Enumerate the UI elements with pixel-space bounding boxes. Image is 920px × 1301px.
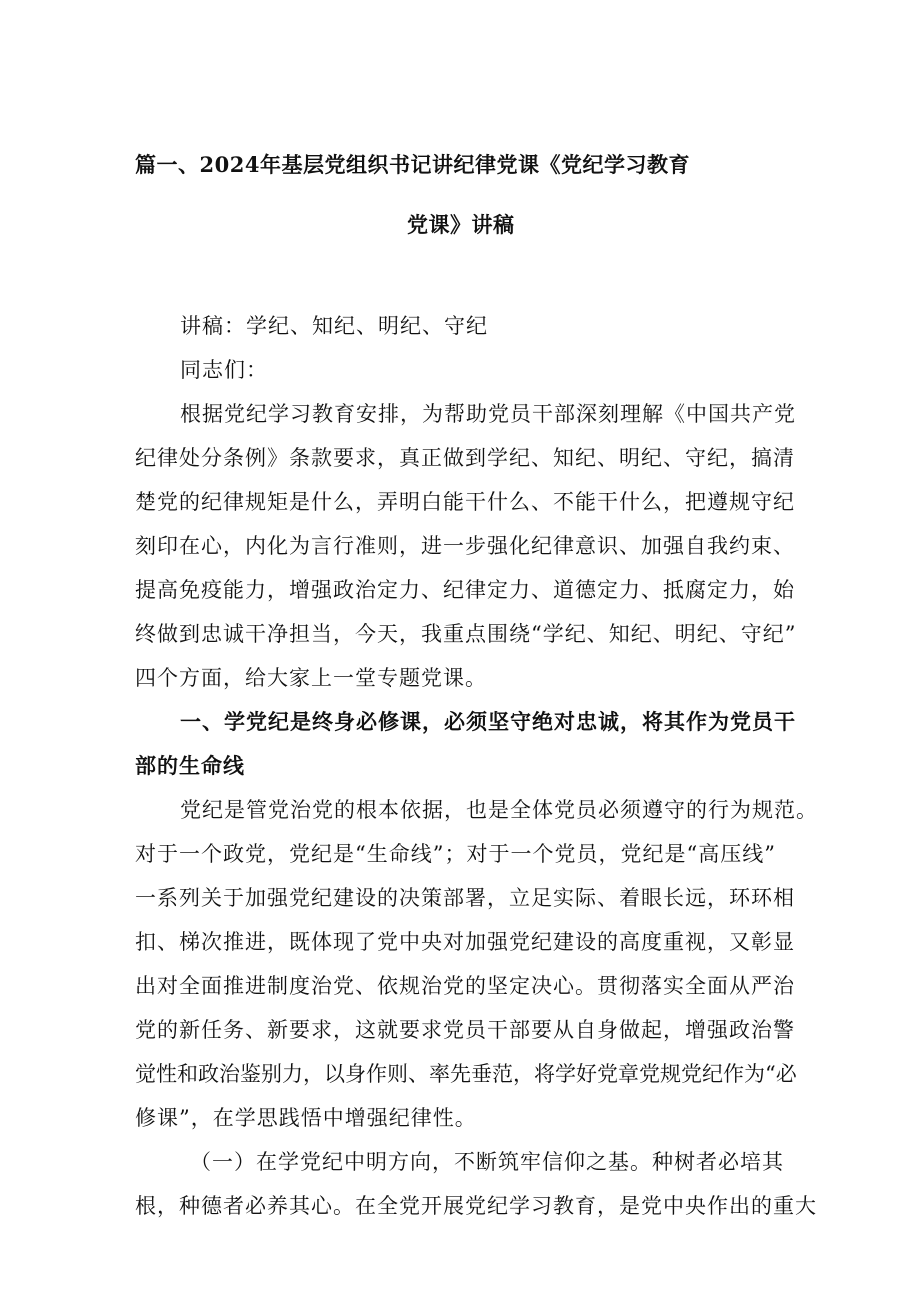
- body-line: 提高免疫能力，增强政治定力、纪律定力、道德定力、抵腐定力，始: [135, 578, 795, 602]
- body-line: 终做到忠诚干净担当，今天，我重点围绕“学纪、知纪、明纪、守纪”: [135, 622, 797, 646]
- body-line: 一系列关于加强党纪建设的决策部署，立足实际、着眼长远，环环相: [135, 886, 795, 910]
- body-line: 纪律处分条例》条款要求，真正做到学纪、知纪、明纪、守纪，搞清: [135, 446, 795, 470]
- body-line: 根据党纪学习教育安排，为帮助党员干部深刻理解《中国共产党: [180, 402, 796, 426]
- title-line-1: 篇一、2024年基层党组织书记讲纪律党课《党纪学习教育: [135, 152, 690, 177]
- section-heading-line-1: 一、学党纪是终身必修课，必须坚守绝对忠诚，将其作为党员干: [180, 709, 796, 734]
- body-line: 楚党的纪律规矩是什么，弄明白能干什么、不能干什么，把遵规守纪: [135, 490, 795, 514]
- salutation-line: 同志们：: [180, 358, 268, 382]
- body-line: 刻印在心，内化为言行准则，进一步强化纪律意识、加强自我约束、: [135, 534, 795, 558]
- body-line: 扣、梯次推进，既体现了党中央对加强党纪建设的高度重视，又彰显: [135, 930, 795, 954]
- body-line: 修课”，在学思践悟中增强纪律性。: [135, 1106, 477, 1130]
- subsection-line: （一）在学党纪中明方向，不断筑牢信仰之基。种树者必培其: [190, 1150, 784, 1174]
- body-line: 出对全面推进制度治党、依规治党的坚定决心。贯彻落实全面从严治: [135, 974, 795, 998]
- body-line: 党的新任务、新要求，这就要求党员干部要从自身做起，增强政治警: [135, 1018, 795, 1042]
- body-line: 四个方面，给大家上一堂专题党课。: [135, 666, 487, 690]
- body-line: 党纪是管党治党的根本依据，也是全体党员必须遵守的行为规范。: [180, 798, 818, 822]
- body-line: 根，种德者必养其心。在全党开展党纪学习教育，是党中央作出的重大: [135, 1194, 817, 1218]
- body-line: 觉性和政治鉴别力，以身作则、率先垂范，将学好党章党规党纪作为“必: [135, 1062, 797, 1086]
- title-line-2: 党课》讲稿: [407, 212, 515, 237]
- section-heading-line-2: 部的生命线: [135, 753, 245, 778]
- subtitle-line: 讲稿：学纪、知纪、明纪、守纪: [180, 314, 488, 338]
- body-line: 对于一个政党，党纪是“生命线”；对于一个党员，党纪是“高压线”: [135, 842, 776, 866]
